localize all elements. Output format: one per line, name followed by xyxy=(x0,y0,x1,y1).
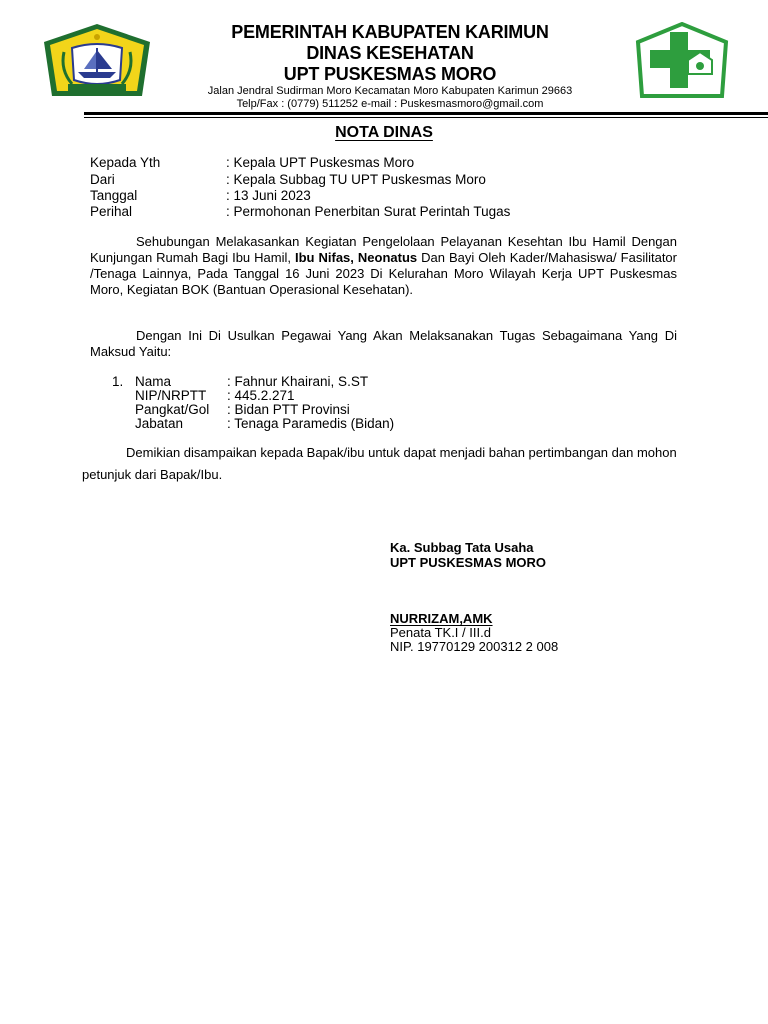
closing-paragraph: Demikian disampaikan kepada Bapak/ibu untuk dapat menjadi bahan pertimbangan dan mohon petunjuk dari Bapak/Ibu. xyxy=(82,445,677,482)
signature-rank: Penata TK.I / III.d xyxy=(390,625,491,640)
meta-row-recipient: Kepada Yth : Kepala UPT Puskesmas Moro xyxy=(90,155,415,170)
header-divider-thin xyxy=(84,117,768,118)
meta-row-subject: Perihal : Permohonan Penerbitan Surat Perintah Tugas xyxy=(90,204,511,219)
header-address: Jalan Jendral Sudirman Moro Kecamatan Moro Kabupaten Karimun 29663 xyxy=(207,85,573,97)
document-title: NOTA DINAS xyxy=(335,124,433,141)
body-paragraph-1: Sehubungan Melakasankan Kegiatan Pengelolaan Pelayanan Kesehtan Ibu Hamil Dengan Kunjungan Rumah Bagi Ibu Hamil, Ibu Nifas, Neonatus Dan Bayi Oleh Kader/Mahasiswa/ Fasilitator /Tenaga Lainnya, Pada Tanggal 16 Juni 2023 Di Kelurahan Moro Wilayah Kerja UPT Puskesmas Moro, Kegiatan BOK (Bantuan Operasional Kesehatan). xyxy=(90,234,677,297)
puskesmas-logo-icon xyxy=(634,22,730,100)
signature-office: UPT PUSKESMAS MORO xyxy=(390,555,547,570)
signature-position: Ka. Subbag Tata Usaha xyxy=(390,540,534,555)
employee-nip-row: NIP/NRPTT : 445.2.271 xyxy=(135,388,295,403)
meta-row-sender: Dari : Kepala Subbag TU UPT Puskesmas Moro xyxy=(90,172,486,187)
employee-name-row: Nama : Fahnur Khairani, S.ST xyxy=(135,374,369,389)
header-puskesmas: UPT PUSKESMAS MORO xyxy=(283,64,497,84)
header-government: PEMERINTAH KABUPATEN KARIMUN xyxy=(231,22,549,42)
signature-name: NURRIZAM,AMK xyxy=(390,611,493,626)
signature-nip: NIP. 19770129 200312 2 008 xyxy=(390,639,559,654)
header-department: DINAS KESEHATAN xyxy=(306,43,474,63)
header-contact: Telp/Fax : (0779) 511252 e-mail : Puskesmasmoro@gmail.com xyxy=(236,98,544,110)
karimun-emblem-icon xyxy=(42,22,152,100)
employee-position-row: Jabatan : Tenaga Paramedis (Bidan) xyxy=(135,416,395,431)
body-paragraph-2: Dengan Ini Di Usulkan Pegawai Yang Akan Melaksanakan Tugas Sebagaimana Yang Di Maksud Yaitu: xyxy=(90,328,677,359)
list-number: 1. xyxy=(112,374,124,389)
employee-rank-row: Pangkat/Gol : Bidan PTT Provinsi xyxy=(135,402,350,417)
meta-row-date: Tanggal : 13 Juni 2023 xyxy=(90,188,311,203)
header-divider-thick xyxy=(84,112,768,115)
